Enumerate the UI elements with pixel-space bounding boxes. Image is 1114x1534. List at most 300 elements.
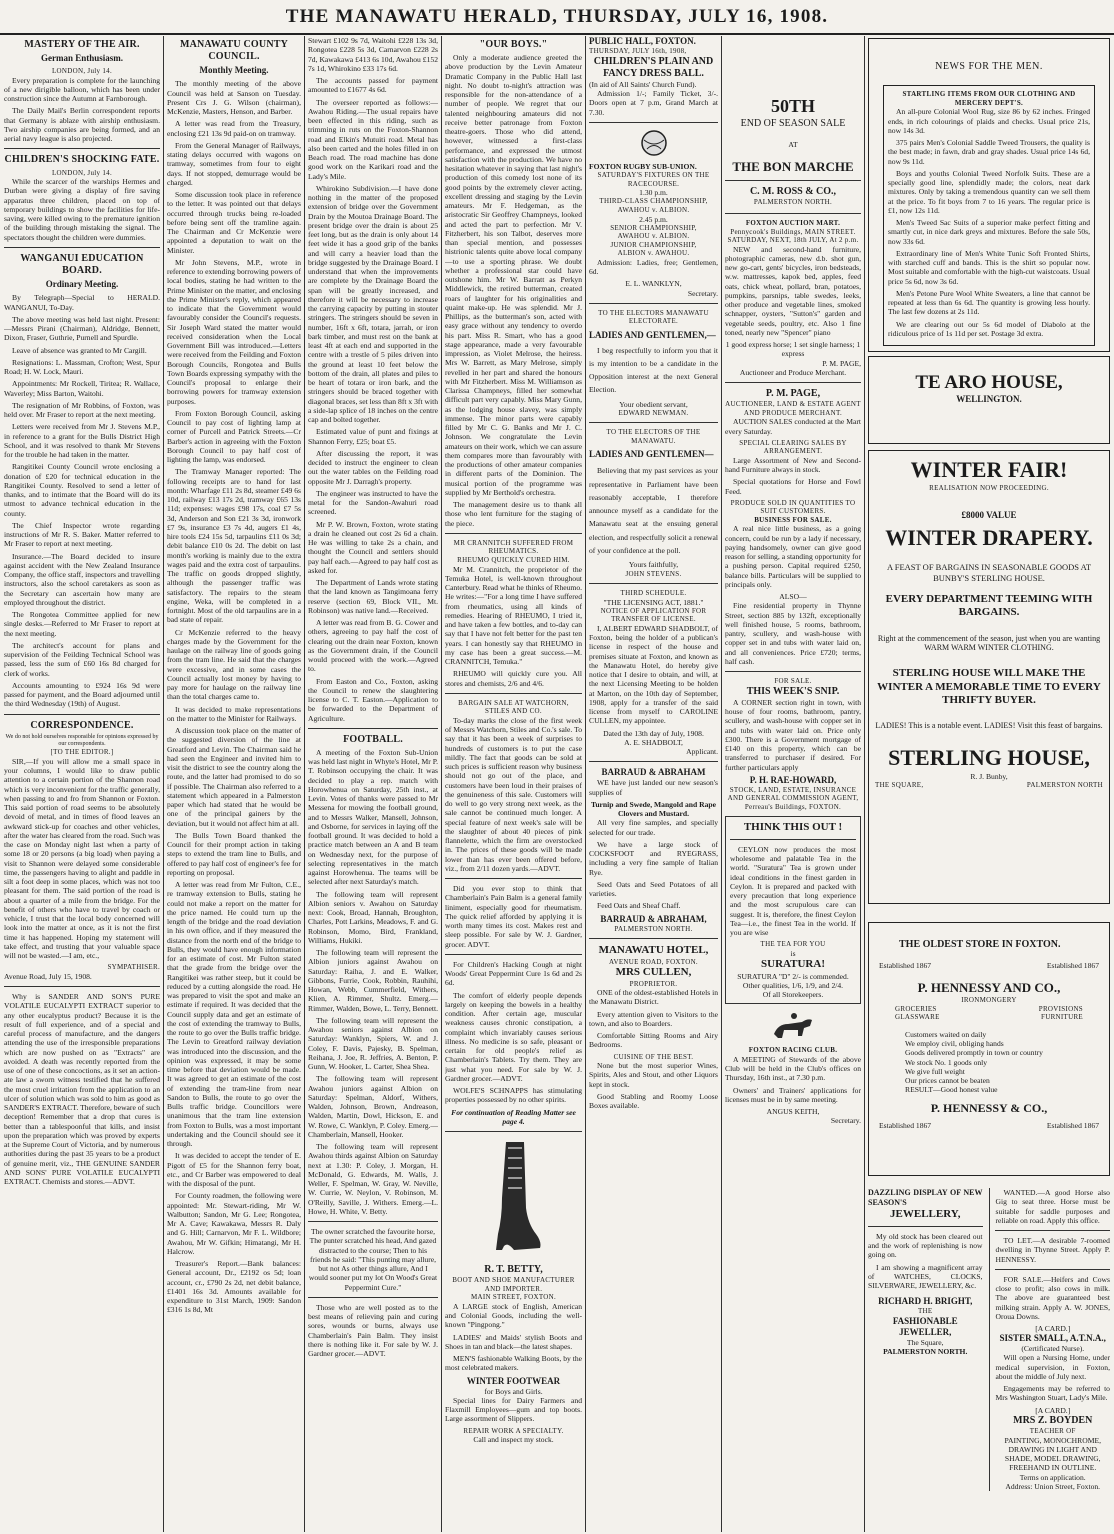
divider bbox=[725, 382, 861, 383]
auctioneer-name: P. M. PAGE, bbox=[822, 358, 861, 368]
advertisement-text: Every attention given to Visitors to the town, and also to Boarders. bbox=[589, 1009, 718, 1028]
established-label: Established 1867 bbox=[1046, 1121, 1099, 1131]
column-rule bbox=[441, 36, 442, 1532]
column-rule bbox=[721, 36, 722, 1532]
auctioneer-role: Auctioneer and Produce Merchant. bbox=[739, 367, 847, 377]
article-headline: CORRESPONDENCE. bbox=[30, 719, 134, 731]
paragraph: The Rongotea Committee applied for new single desks.—Referred to Mr Fraser to report at the next meeting. bbox=[4, 610, 160, 638]
letter-body: SIR,—If you will allow me a small space in your columns, I would like to draw public attention to a certain portion of the Shannon road which is very inconvenient for the traffic generally, when passing to and fro from Shannon or Foxton. This said portion of road seems to be absolutely devoid of metal, and in times of flood leaves an awkward stick-up for coaches and other vehicles, after the water has cleared from the road. Such was the case on Monday night last when a party of some 18 or 20 persons (a big load) when paying a visit to Shannon were delayed some considerable time, the passengers having to alight and paddle in silt a foot deep in some places, which was not too pleasant for them. The said portion of the road is about a quarter of a mile from the bridge. For the benefit of others who have to travel by coach or vehicle, I trust that the local body concerned will look into the matter at once, as it is not the first time it has happened. Hoping my statement will take effect, and trusting that your valuable space will not be wasted.—I am, etc., bbox=[4, 756, 160, 961]
advertisement-text: Will open a Nursing Home, under medical supervision, in Foxton, about the middle of July next. bbox=[995, 1353, 1110, 1381]
notice-name: JOHN STEVENS. bbox=[625, 569, 682, 578]
paragraph: Rangitikei County Council wrote enclosing a donation of £20 for technical education in the Rangitikei County. Resolved to send a letter of thanks, and to intimate that the Board will do its utmost to advance technical education in the county. bbox=[4, 462, 160, 518]
notice-text: I beg respectfully to inform you that it is my intention to be a candidate in the Opposition interest at the next General Election. bbox=[589, 345, 718, 394]
advertisement-text: is bbox=[790, 948, 796, 958]
advertisement-text: Did you ever stop to think that Chamberlain's Pain Balm is a general family liniment, especially good for rheumatism. The quick relief afforded by applying it is worth many times its cost. Makes rest and sleep possible. For sale by W. J. Gardner, grocer. ADVT. bbox=[445, 884, 582, 949]
divider bbox=[589, 761, 718, 762]
paragraph: For County roadmen, the following were appointed: Mr. Stewart-riding, Mr W. Walbutton; Sandon, Mr G. Lee; Rongotea, Mr A. Cave; Kawakawa, Messrs R. Daly and G. Hill; Carnarvon, Mr F. L. Wildbore; Awahou, Mr W. Gifkin; Himatangi, Mr H. Halcrow. bbox=[167, 1191, 301, 1256]
masthead-rule bbox=[0, 33, 1114, 35]
article-headline: FOOTBALL. bbox=[343, 733, 403, 745]
advertisement-text: ONE of the oldest-established Hotels in the Manawatu District. bbox=[589, 988, 718, 1007]
paragraph: Letters were received from Mr J. Stevens M.P., in reference to a grant for the Bulls District High School, and it was resolved to thank Mr Stevens for the trouble he had taken in the matter. bbox=[4, 422, 160, 459]
match-teams: ALBION v. AWAHOU. bbox=[617, 249, 690, 258]
advertisement-headline: PUBLIC HALL, FOXTON. bbox=[589, 36, 696, 46]
teacher-label: TEACHER OF bbox=[1029, 1427, 1076, 1436]
divider bbox=[445, 878, 582, 879]
advertisement-headline: BUSINESS FOR SALE. bbox=[754, 515, 832, 524]
signature: E. L. WANKLYN, bbox=[625, 279, 682, 289]
paragraph: Stewart £102 9s 7d, Waitohi £228 13s 3d, Rongotea £228 5s 3d, Carnarvon £228 2s 7d, Kawakawa £413 6s 10d, Awahou £152 7s 1d, Whirokino £33 17s 6d. bbox=[308, 36, 438, 73]
letter-signature: SYMPATHISER. bbox=[107, 963, 160, 972]
advertisement-headline: FOXTON RUGBY SUB-UNION. bbox=[589, 161, 697, 171]
column-rule bbox=[864, 36, 865, 1532]
notice-text: Believing that my past services as your representative in Parliament have been reasonably acceptable, I therefore announce myself as a candidate for the Manawatu seat at the ensuing general election, and respectfully solicit a renewal of your confidence at the poll. bbox=[589, 466, 718, 556]
advertisement-headline: FOXTON RACING CLUB. bbox=[748, 1046, 838, 1055]
store-name: STERLING HOUSE, bbox=[888, 745, 1090, 771]
notice-greeting: LADIES AND GENTLEMEN,— bbox=[589, 329, 716, 340]
divider bbox=[4, 148, 160, 149]
paragraph: Cr McKenzie referred to the heavy charges made by the Government for the haulage on the railway line of goods going from the tram line. He said that the charges were excessive, and in some cases the Council actually lost money by having to pay more for haulage on the railway line than the total charges came to. bbox=[167, 627, 301, 702]
column-rule bbox=[585, 36, 586, 1532]
article-subhead: Ordinary Meeting. bbox=[45, 279, 119, 290]
advertisement-text: Special lines for Dairy Farmers and Flaxmill Employees—gum and top boots. Large assortment of Slippers. bbox=[445, 1395, 582, 1424]
business-trade: AUCTIONEER, LAND & ESTATE AGENT AND PRODUCE MERCHANT. bbox=[725, 400, 861, 417]
advertisement-headline: NEWS FOR THE MEN. bbox=[935, 61, 1043, 72]
advertisement-text: CEYLON now produces the most wholesome and palatable Tea in the world. "Suratura" Tea is grown under ideal conditions in the finest garden in Ceylon. It is prepared and packed with every precaution that long experience and the most scrupulous care can suggest. It is, therefore, the finest Ceylon Tea—i.e., the finest Tea in the world. If you are wise bbox=[730, 844, 856, 938]
notice-role: Applicant. bbox=[686, 747, 718, 757]
paragraph: It was decided to accept the tender of E. Pigott of £5 for the Shannon ferry boat, etc., and Cr Barber was empowered to deal with the disposal of the punt. bbox=[167, 1151, 301, 1189]
advertisement-headline: THINK THIS OUT ! bbox=[743, 820, 843, 833]
column-1 bbox=[4, 36, 160, 1532]
boot-illustration bbox=[484, 1138, 544, 1258]
advertisement-verse: The owner scratched the favourite horse, The punter scratched his head, And gazed distracted to the course; Then to his friends he said: "This punting may allure, but not As other things allure, And I would sooner put my lot On Wood's Great Peppermint Cure." bbox=[308, 1227, 438, 1292]
advertisement-text: Of all Storekeepers. bbox=[762, 990, 824, 1000]
advertisement-text: Mr M. Crannitch, the proprietor of the Temuka Hotel, is well-known throughout Canterbury. Read what he thinks of Rheumo. He writes:—"For a long time I have suffered from rheumatics, using all kinds of remedies. Hearing of RHEUMO, I tried it, and have taken a few bottles, and to-day can say that I have not felt better for the past ten years. I can honestly say that RHEUMO in my case has been a great success.—M. CRANNITCH, Temuka." bbox=[445, 564, 582, 667]
advertisement-text: Those who are well posted as to the best means of relieving pain and curing sores, wounds or burns, always use Chamberlain's Pain Balm. They insist there is nothing like it. For sale by W. J. Gardner grocer.—ADVT. bbox=[308, 1302, 438, 1359]
advertisement-text: We are clearing out our 5s 6d model of Diabolo at the ridiculous price of 1s 11d per set. Postage 3d extra. bbox=[888, 319, 1090, 338]
notice-name: EDWARD NEWMAN. bbox=[618, 408, 689, 417]
jeweller-the: THE bbox=[917, 1307, 933, 1316]
advertisement-text: Call and inspect my stock. bbox=[473, 1435, 554, 1445]
notice-text: I, ALBERT EDWARD SHADBOLT, of Foxton, being the holder of a publican's license in respect of the house and premises situate at Foxton, and known as the Manawatu Hotel, do hereby give notice that I desire to obtain, and will, at the next Licensing Meeting to be holden at Marton, on the 10th day of September, 1908, apply for a transfer of the said license from myself to CAROLINE CULLEN, my appointee. bbox=[589, 623, 718, 726]
advertisement-items: 1 good express horse; 1 set single harness; 1 express bbox=[725, 340, 861, 359]
te-aro-house bbox=[868, 356, 1110, 444]
notice-title: NOTICE OF APPLICATION FOR TRANSFER OF LICENSE. bbox=[600, 606, 707, 624]
te-aro-advertisement bbox=[868, 38, 1110, 352]
advertisement-text: Large Assortment of New and Second-hand Furniture always in stock. bbox=[725, 455, 861, 475]
advertisement-text: NEW and second-hand furniture, photographic cameras, new d.b. shot gun, new go-cart, gents' bicycles, iron bedsteads, w.w. mattresses, kapok bed, apples, feed oats, chick wheat, pollard, bran, potatoes, pumpkins, parsnips, table swedes, leeks, other produce and vegetable lines, smoked schnapper, oysters, "Sutton's" garden and vegetable seeds, poultry, etc. Also 1 fine toned, nearly new "Spencer" piano bbox=[725, 244, 861, 337]
match-teams: AWAHOU v. ALBION. bbox=[617, 232, 690, 241]
paragraph: While the scarcer of the warships Hermes and Durban were giving a display of fire saving apparatus three children, placed on top of temporary buildings to show the facilities for life-saving, were killed owing to the premature ignition of the building through mistaking the signal. The spectators thought the children were dummies. bbox=[4, 177, 160, 242]
football-icon bbox=[639, 128, 669, 158]
teacher-subjects: PAINTING, MONOCHROME, DRAWING IN LIGHT AND SHADE, MODEL DRAWING, FREEHAND IN OUTLINE. bbox=[1004, 1435, 1101, 1473]
paragraph: The overseer reported as follows:—Awahou Riding.—The usual repairs have been effected in this riding, such as trimming in ruts on the Foxton-Shannon road and Elkin's Mutuiti road. Metal has also been carted and the holes filled in on Beach road. The road machine has done good work on the Karikari road and the Lady's Mile. bbox=[308, 97, 438, 181]
divider bbox=[308, 1221, 438, 1222]
paragraph: A letter was read from Mr Fulton, C.E., re tramway extension to Bulls, stating he could not make a report on the matter for the price named. He could turn up the length of the bridge and the road deviation in his own office, and if they measured the distance from the north end of the bridge to Bulls, they would have enough information for an estimate of cost. Mr Fulton stated that the grade from the bridge over the Rangitikei was rather steep, but it could be reduced by a cutting alongside the road. He was prepared to visit the spot and make an estimate if required. It was decided that the Council supply data and get an estimate of the cost of extending the tramway to Bulls, the route to go over the Bulls traffic bridge. The Levin to Greatford railway deviation was introduced into the discussion, and the opinion was expressed, it may be some time before that deviation would be made. It was agreed to get an estimate of the cost of extending the tram-line from near Sandon to Bulls, the route to go over the Bulls traffic bridge. Councillors were unanimous that the tram line extension from Foxton to Bulls, was a most important undertaking and the Council should see it through. bbox=[167, 880, 301, 1149]
jeweller-advertisement bbox=[868, 1188, 983, 1491]
secretary-name: ANGUS KEITH, bbox=[766, 1107, 820, 1117]
jeweller-town: PALMERSTON NORTH. bbox=[883, 1347, 968, 1357]
advertisement-text: Extraordinary line of Men's White Tunic Soft Fronted Shirts, with starched cuff and bands. This is the shirt so popular now. Most suitable and comfortable with the high-cut waistcoats. Usual price 5s 6d, now 3s 6d. bbox=[888, 248, 1090, 286]
advertisement-text: Right at the commencement of the season, just when you are wanting WARM WARM WINTER CLOTHING. bbox=[877, 633, 1101, 653]
sale-at: AT bbox=[788, 140, 798, 150]
firm-name: C. M. ROSS & CO., bbox=[749, 186, 837, 198]
store-name: TE ARO HOUSE, bbox=[915, 372, 1063, 393]
divider bbox=[4, 986, 160, 987]
advertisement-text: Men's Tweed Sac Suits of a superior make perfect fitting and smartly cut, in nice dark greys and mixtures. Before the sale 50s, now 33s 6d. bbox=[888, 218, 1090, 246]
advertisement-text: Engagements may be referred to Mrs Washington Stuart, Lady's Mile. bbox=[995, 1384, 1110, 1403]
advertisement-subhead: STARTLING ITEMS FROM OUR CLOTHING AND MERCERY DEPT'S. bbox=[902, 90, 1076, 107]
advertisement-headline: THE OLDEST STORE IN FOXTON. bbox=[899, 939, 1061, 950]
teacher-address: Address: Union Street, Foxton. bbox=[1005, 1481, 1101, 1491]
divider bbox=[308, 728, 438, 729]
advertisement-headline: WINTER FOOTWEAR bbox=[466, 1375, 561, 1386]
advertisement-text: I am showing a magnificent array of WATCHES, CLOCKS, SILVERWARE, JEWELLERY, &c. bbox=[868, 1262, 983, 1291]
paragraph: Some discussion took place in reference to the letter. It was pointed out that delays occurred through trucks being re-loaded before being sent off the tramline again. The Chairman and Cr McKenzie were appointed a deputation to wait on the Minister. bbox=[167, 190, 301, 255]
notice-act: "THE LICENSING ACT, 1881." bbox=[603, 597, 704, 607]
advertisement-headline: FOR SALE. bbox=[774, 677, 812, 686]
tea-advertisement bbox=[725, 816, 861, 1005]
advertisement-text: RESULT—Good honest value bbox=[905, 1085, 998, 1095]
advertisement-text: We stock No. 1 goods only bbox=[905, 1057, 988, 1067]
advertisement-text: We give full weight bbox=[905, 1066, 965, 1076]
jeweller-square: The Square, bbox=[906, 1337, 944, 1347]
dateline: LONDON, July 14. bbox=[51, 67, 113, 76]
advertisement-text: Our prices cannot be beaten bbox=[905, 1076, 990, 1086]
advertisement-text: AUCTION SALES conducted at the Mart every Saturday. bbox=[725, 417, 861, 436]
notice-headline: THIRD SCHEDULE. bbox=[620, 589, 687, 598]
advertisement-subhead: REALISATION NOW PROCEEDING. bbox=[929, 483, 1049, 492]
paragraph: The accounts passed for payment amounted to £1677 4s 6d. bbox=[308, 76, 438, 95]
teacher-name: MRS Z. BOYDEN bbox=[1013, 1414, 1093, 1426]
column-rule bbox=[304, 36, 305, 1532]
firm-town: PALMERSTON NORTH. bbox=[753, 198, 833, 207]
paragraph: Accounts amounting to £924 16s 9d were passed for payment, and the Board adjourned until the third Wednesday (19th) of August. bbox=[4, 680, 160, 709]
advertisement-text: A CORNER section right in town, with house of four rooms, bathroom, pantry, scullery, and wash-house with copper set in and tubs with water laid on. Price only £300. There is a Government mortgage of £140 on this property, which can be transferred to purchaser if desired. For further particulars apply bbox=[725, 697, 861, 772]
divider bbox=[445, 954, 582, 955]
paragraph: Leave of absence was granted to Mr Cargill. bbox=[12, 345, 147, 355]
paragraph: By Telegraph—Special to HERALD. WANGANUI, To-Day. bbox=[4, 293, 160, 312]
product-line: FURNITURE bbox=[1041, 1013, 1083, 1022]
business-name: P. HENNESSY AND CO., bbox=[917, 980, 1061, 996]
advertisement-text: 375 pairs Men's Colonial Saddle Tweed Trousers, the quality is the best made; in fawn, drab and gray shades. Usual price 14s 6d, now 9s 11d. bbox=[888, 138, 1090, 166]
divider bbox=[995, 1269, 1110, 1270]
nurse-name: SISTER SMALL, A.T.N.A., bbox=[999, 1333, 1106, 1344]
article-headline: MANAWATU COUNTY COUNCIL. bbox=[179, 39, 289, 63]
sale-number: 50TH bbox=[770, 96, 815, 116]
match-time: 2.45 p.m. bbox=[639, 214, 668, 224]
notice-greeting: LADIES AND GENTLEMEN— bbox=[589, 449, 714, 460]
divider bbox=[995, 1230, 1110, 1231]
paragraph: Mr John Stevens, M.P., wrote in reference to extending borrowing powers of local bodies, stating he had written to the Prime Minister on the matter, and enclosing the Prime Minister's reply, which appeared to indicate that the Government would favourably consider the Council's requests. Sir Joseph Ward stated the matter would received consideration when the Local Government Bill was introduced.—Letters were received from the Feilding and Foxton Borough Councils, Rongotea and Bulls Town Boards expressing sympathy with the Council's proposal to enlarge their borrowing powers for tramway extension purposes. bbox=[167, 257, 301, 406]
product-line: GROCERIES bbox=[895, 1004, 937, 1013]
editor-note: We do not hold ourselves responsible for opinions expressed by our correspondents. bbox=[5, 733, 159, 747]
advertisement-text: CUISINE OF THE BEST. bbox=[613, 1052, 694, 1061]
advertisement-text: A real nice little business, as a going concern, could be run by a lady if necessary, paying handsomely, owner can give good reason for selling, a standing opportunity for a pushing person. Capital required £250, balance bills. Particulars will be supplied to principals only. bbox=[725, 524, 861, 589]
business-trade: BOOT AND SHOE MANUFACTURER AND IMPORTER. bbox=[452, 1276, 575, 1293]
store-name: THE BON MARCHE bbox=[732, 159, 854, 175]
advertisement-text: An all-pure Colonial Wool Rug, size 86 by 62 inches. Fringed ends, in rich colourings of plaids and checks. Usual price 21s, now 14s 3d. bbox=[888, 107, 1090, 135]
article-headline: "OUR BOYS." bbox=[479, 39, 548, 50]
divider bbox=[725, 180, 861, 181]
advertisement-headline: MR CRANNITCH SUFFERED FROM RHEUMATICS. bbox=[453, 538, 574, 556]
paragraph: The engineer was instructed to have the metal for the Sandon-Awahuri road screened. bbox=[308, 488, 438, 517]
advertisement-text: SPECIAL CLEARING SALES BY ARRANGEMENT. bbox=[739, 438, 847, 456]
advertisement-place: Pennycook's Buildings, MAIN STREET. bbox=[730, 227, 856, 236]
classified-ad: TO LET.—A desirable 7-roomed dwelling in Thynne Street. Apply P. HENNESSY. bbox=[995, 1236, 1110, 1264]
advertisement-text: Why is SANDER AND SON'S PURE VOLATILE EUCALYPTI EXTRACT superior to any other eucalyptus product? Because it is the result of full experience, and of a special and careful process of manufacture, and the dangers attending the use of the irresponsible preparations which are now pushed on as "Extracts" are avoided. A death was recently reported from the use of one of these concoctions, as it set an action-ate law a sworn witness testified that he suffered the most cruel irritation from the application to an ulcer of solution which was sold to him as good as SANDER'S EXTRACT. Therefore, beware of such deception! Remember that a drop that cures is better than a tablespoonful that kills, and insist upon the preparation which was proved by experts at the Supreme Court of Victoria, and by numerous authorities during the past 35 years to be a product of genuine merit, viz., THE GENUINE SANDER AND SONS' PURE VOLATILE EUCALYPTI EXTRACT. Chemists and stores.—ADVT. bbox=[4, 992, 160, 1187]
notice-headline: TO THE ELECTORS MANAWATU ELECTORATE. bbox=[598, 308, 709, 326]
paragraph: From the General Manager of Railways, stating delays occurred with wagons on tramway, sometimes from four to eight days. If not stopped, demurrage would be charged. bbox=[167, 140, 301, 187]
advertisement-text: A LARGE stock of English, American and Colonial Goods, including the well-known "Pingpong." bbox=[445, 1301, 582, 1330]
advertisement-text: Boys and youths Colonial Tweed Norfolk Suits. These are a specially good line, splendidly made; the colors, neat dark mixtures. Only by taking a tremendous quantity can we sell them at the price. To fit boys from 7 to 16 years. The regular price is £1, now 12s 11d. bbox=[888, 168, 1090, 215]
advertisement-text: STERLING HOUSE WILL MAKE THE WINTER A MEMORABLE TIME TO EVERY THRIFTY BUYER. bbox=[877, 667, 1101, 706]
advertisement-text: Comfortable Sitting Rooms and Airy Bedrooms. bbox=[589, 1031, 718, 1050]
advertisement-text: For Children's Hacking Cough at night Woods' Great Peppermint Cure 1s 6d and 2s 6d. bbox=[445, 959, 582, 988]
advertisement-text: REPAIR WORK A SPECIALTY. bbox=[463, 1426, 564, 1435]
jeweller-role: FASHIONABLE JEWELLER, bbox=[892, 1315, 958, 1337]
advertisement-headline: FOXTON AUCTION MART. bbox=[745, 218, 841, 227]
jeweller-name: RICHARD H. BRIGHT, bbox=[878, 1296, 973, 1307]
advertisement-headline: DAZZLING DISPLAY OF NEW SEASON'S bbox=[868, 1188, 983, 1207]
agent-trade: STOCK, LAND, ESTATE, INSURANCE AND GENERAL COMMISSION AGENT, bbox=[727, 785, 859, 803]
advertisement-headline: WINTER FAIR! bbox=[910, 457, 1068, 482]
advertisement-text: LADIES' and Maids' stylish Boots and Shoes in tan and black—the latest shapes. bbox=[445, 1332, 582, 1351]
store-owner: R. J. Bunby, bbox=[970, 771, 1008, 781]
established-label: Established 1867 bbox=[879, 961, 932, 971]
advertisement-text: All very fine samples, and specially selected for our trade. bbox=[589, 818, 718, 837]
paragraph: Mr P. W. Brown, Foxton, wrote stating a drain he cleaned out cost 2s 6d a chain. He was willing to take 2s a chain, and thought the Council and settlers should pay half each.—Agreed to pay half cost as asked for. bbox=[308, 519, 438, 575]
signature-role: Secretary. bbox=[687, 288, 718, 298]
business-name: BARRAUD & ABRAHAM, bbox=[600, 913, 707, 924]
column-4 bbox=[445, 36, 582, 1532]
divider bbox=[589, 938, 718, 939]
agent-name: P. H. RAE-HOWARD, bbox=[749, 774, 837, 785]
advertisement-subhead: THIS WEEK'S SNIP. bbox=[746, 685, 840, 697]
store-town: WELLINGTON. bbox=[956, 394, 1022, 405]
divider bbox=[868, 1226, 983, 1227]
divider bbox=[308, 1297, 438, 1298]
advertisement-text: Special quotations for Horse and Fowl Feed. bbox=[725, 477, 861, 496]
article-headline: CHILDREN'S SHOCKING FATE. bbox=[4, 154, 160, 166]
article-subhead: Monthly Meeting. bbox=[199, 65, 269, 76]
business-address: AVENUE ROAD, FOXTON. bbox=[609, 957, 698, 966]
paragraph: The resignation of Mr Robbins, of Foxton, was held over. Mr Fraser to report at the next meeting. bbox=[4, 400, 160, 419]
winter-fair-advertisement bbox=[868, 450, 1110, 904]
paragraph: Insurance.—The Board decided to insure against accident with the New Zealand Insurance Company, the office staff, inspectors and travelling instructors, also the school caretakers as soon as the Secretary can ascertain how many are employed throughout the district. bbox=[4, 551, 160, 607]
divider bbox=[4, 714, 160, 715]
classified-ad: FOR SALE.—Heifers and Cows close to profit; also cows in milk. The above are guaranteed best milking strain. Apply A. W. JONES, Oroua Downs. bbox=[995, 1274, 1110, 1321]
classifieds bbox=[995, 1188, 1110, 1491]
business-address: PALMERSTON NORTH. bbox=[614, 924, 693, 933]
paragraph: A letter was read from B. G. Cower and others, agreeing to pay half the cost of clearing out the drain near Foxton, known as the Government drain, if the Council would proceed with the work.—Agreed to. bbox=[308, 618, 438, 674]
column-5 bbox=[589, 36, 718, 1532]
advertisement-text: WE have just landed our new season's supplies of bbox=[589, 778, 718, 797]
paragraph: The Chief Inspector wrote regarding instructions of Mr R. S. Baker. Matter referred to Mr Fraser to report at next meeting. bbox=[4, 520, 160, 549]
classified-ad: WANTED.—A good Horse also Gig to seat three. Horse must be suitable for saddle purposes and reliable on road. Apply this office. bbox=[995, 1188, 1110, 1225]
paragraph: A discussion took place on the matter of the suggested diversion of the line at Greatford and Levin. The Chairman said he had seen the Engineer and invited him to visit the district to see the country along the route, and the latter had promised to do so if possible. The Chairman also referred to a statement which appeared in a Palmerston paper which had stated that he would be one of the principal gainers by the deviation, but it would not affect him at all. bbox=[167, 726, 301, 828]
card-label: [A CARD.] bbox=[1035, 1405, 1071, 1415]
product-line: IRONMONGERY bbox=[961, 996, 1017, 1005]
product-line: PROVISIONS bbox=[1038, 1004, 1083, 1013]
business-name: BARRAUD & ABRAHAM bbox=[601, 767, 706, 778]
advertisement-text: WOLFE'S SCHNAPPS has stimulating properties possessed by no other spirits. bbox=[445, 1086, 582, 1105]
advertisement-subhead: SATURDAY'S FIXTURES ON THE RACECOURSE. bbox=[597, 171, 710, 188]
agent-address: Perreau's Buildings, FOXTON. bbox=[744, 802, 842, 811]
divider bbox=[730, 839, 856, 840]
paragraph: The monthly meeting of the above Council was held at Sanson on Tuesday. Present Crs J. G. Wilson (chairman), McKenzie, Masters, Henson, and Barber. bbox=[167, 79, 301, 117]
advertisement-headline: WINTER DRAPERY. bbox=[885, 525, 1093, 551]
advertisement-text: LADIES! This is a notable event. LADIES! Visit this feast of bargains. bbox=[875, 721, 1103, 731]
paragraph: From Foxton Borough Council, asking Council to pay cost of lighting lamp at corner of Purcell and Patrick Streets.—Cr Barber's action in agreeing with the Foxton Borough Council to pay half cost of lighting the lamp, was endorsed. bbox=[167, 408, 301, 465]
match-name: SENIOR CHAMPIONSHIP, bbox=[610, 223, 697, 232]
proprietor-role: PROPRIETOR. bbox=[629, 979, 678, 988]
advertisement-subhead: for Boys and Girls. bbox=[484, 1386, 543, 1396]
event-date: THURSDAY, JULY 16th, 1908, bbox=[589, 46, 687, 55]
paragraph: Resignations: L. Massman, Crofton; West, Spur Road; H. W. Lock, Mauri. bbox=[4, 357, 160, 376]
business-name: R. T. BETTY, bbox=[484, 1264, 543, 1276]
paragraph: The Department of Lands wrote stating that the land known as Tangimoana ferry reserve (section 69, Block VII., Mt. Robinson) was native land.—Received. bbox=[308, 578, 438, 615]
proprietor-name: MRS CULLEN, bbox=[615, 966, 692, 979]
secretary-role: Secretary. bbox=[830, 1116, 861, 1126]
paragraph: The architect's account for plans and supervision of the Feilding Technical School was passed, less the sum of £60 16s 8d charged for clerk of works. bbox=[4, 640, 160, 678]
notice-headline: TO THE ELECTORS OF THE MANAWATU. bbox=[606, 428, 701, 445]
advertisement-text: Other qualities, 1/6, 1/9, and 2/4. bbox=[742, 980, 844, 990]
nurse-cert: (Certificated Nurse). bbox=[1021, 1344, 1085, 1354]
horse-rider-icon bbox=[768, 1008, 818, 1042]
business-name: MANAWATU HOTEL, bbox=[598, 944, 709, 957]
paragraph: It was decided to make representations on the matter to the Minister for Railways. bbox=[167, 704, 301, 723]
paragraph: Only a moderate audience greeted the above production by the Levin Amateur Dramatic Company in the Public Hall last night. No doubt to-night's attraction was responsible for the non-attendance of a number of people. We regret that our talented neighbouring amateurs did not receive better patronage from Foxton theatre-goers. Those who did attend, however, witnessed a first-class performance, and expressed the utmost satisfaction with the production. We have no hesitation whatever in saying that last night's production of this comedy lost none of its good points by the extremely clever acting, excellent dressing and staging by the Levin amateurs. Mr F. Hedgeman, as the aristocratic Sir Geoffrey Champneys, looked and acted the part to perfection. Mr V. Fitzherbert, his son Talbot, deserves more than special mention, and possesses histrionic talents quite above local company—to use a sporting phrase. We doubt whether a professional star could have outshone him. Mr W. Barratt as Perkyn Middlewick, the retired butterman, created roars of laughter for his originalities and quaint make-up. He was splendid. Mr J. Phillips, as the butterman's son, acted with easy grace without any tendency to overdo his part. Miss R. Smart, who has a good stage appearance, made a very favourable impression, as Violet Melrose, the heiress. Mrs W. Barrett, as Mary Melrose, simply revelled in her part and shared the honours with Mr Fitzherbert. Miss M. Williamson as Clarissa Champneys, filled her somewhat difficult part very capably. Miss Mary Gunn, as the lodging house slavey, was simply immense. The minor parts were capably filled by Mr C. G. Banks and Mr J. C. Johnson. We congratulate the Levin amateurs on their work, which we can assure them compares more than favourably with the productions of other amateur companies in different parts of the Dominion. The musical portion of the programme was supplied by Mr Berthold's orchestra. bbox=[445, 53, 582, 497]
article-subhead: German Enthusiasm. bbox=[40, 53, 123, 64]
column-rule bbox=[163, 36, 164, 1532]
event-title: CHILDREN'S PLAIN AND FANCY DRESS BALL. bbox=[593, 55, 714, 79]
advertisement-text: Good Stabling and Roomy Loose Boxes available. bbox=[589, 1091, 718, 1111]
paragraph: The Bulls Town Board thanked the Council for their prompt action in taking steps to extend the tram line to Bulls, and offered to pay half cost of engineer's fee for reporting on proposal. bbox=[167, 830, 301, 877]
store-square: THE SQUARE, bbox=[875, 781, 924, 790]
divider bbox=[725, 671, 861, 672]
divider bbox=[589, 303, 718, 304]
paragraph: Every preparation is complete for the launching of a new dirigible balloon, which has been under construction since the Autumn at Farnborough. bbox=[4, 75, 160, 104]
notice-name: A. E. SHADBOLT, bbox=[624, 737, 683, 747]
paragraph: The above meeting was held last night. Present:—Messrs Pirani (Chairman), Aldridge, Bennett, Dixon, Fraser, Guthrie, Purnell and Spurdle. bbox=[4, 314, 160, 343]
paragraph: The following team will represent Awahou thirds against Albion on Saturday next at 1.30: P. Coley, J. Morgan, H. McDonald, G. Edwards, M. Walls, J. Weller, F. Spelman, W. Gray, W. Neville, W. Currie, W. Neylon, V. Robinson, M. O'Reilly, Saville, J. Withers. Emerg.—L. Howe, H. White, V. Betty. bbox=[308, 1142, 438, 1216]
advertisement-text: MEN'S fashionable Walking Boots, by the most celebrated makers. bbox=[445, 1354, 582, 1373]
notice-close: Your obedient servant, bbox=[619, 399, 688, 409]
paragraph: The management desire us to thank all those who lent furniture for the staging of the piece. bbox=[445, 500, 582, 528]
column-7 bbox=[868, 36, 1110, 1532]
paragraph: After discussing the report, it was decided to instruct the engineer to clean out the water tables on the Feilding road opposite Mr J. Darragh's property. bbox=[308, 448, 438, 486]
advertisement-text: THE TEA FOR YOU bbox=[760, 940, 826, 949]
established-label: Established 1867 bbox=[1046, 961, 1099, 971]
divider bbox=[589, 122, 718, 123]
advertisement-text: To-day marks the close of the first week of Messrs Watchorn, Stiles and Co.'s sale. To say that it has been a week of surprises to hundreds of customers is to put the case mildly. The fact that goods can be sold at such prices is sufficient reason why business should not go out of the place, and customers have been loud in their praises of the genuineness of this sale. Customers will do well to go very strong next week, as the sale cannot be continued much longer. A special feature of next week's sale will be the slaughter of about 40 pieces of pink flannelette, which the firm are overstocked in. The prices of these goods will be made lower than has ever been offered before, viz., from 2/11 dozen yards.—ADVT. bbox=[445, 715, 582, 873]
card-label: [A CARD.] bbox=[1035, 1324, 1071, 1333]
paragraph: The following team will represent the Albion juniors against Awahou on Saturday: Raiha, J. and E. Walker, Gibbons, Furrie, Cook, Robbin, Rauhihi, Howan, Webb, Cummerfield, Withers, Klien, A. Rimmer, Shultz. Emerg.—Rimmer, Walden, Bowe, L. Terry, Bennett. bbox=[308, 948, 438, 1013]
paragraph: The following team will represent the Awahou seniors against Albion on Saturday: Wanklyn, Spiers, W. and J. Coley, F. Davis, Pajesky, B. Spelman, Reihana, J. Joe, R. Jeffries, A. Benton, P. Gunn, W. Hooker, L. Carter, Shea Shea. bbox=[308, 1015, 438, 1072]
divider bbox=[725, 213, 861, 214]
advertisement-subhead: RHEUMO QUICKLY CURED HIM. bbox=[457, 556, 570, 564]
match-time: 1.30 p.m. bbox=[639, 188, 668, 198]
advertisement-text: EVERY DEPARTMENT TEEMING WITH BARGAINS. bbox=[885, 592, 1093, 619]
notice-date: Dated the 13th day of July, 1908. bbox=[603, 728, 704, 738]
advertisement-date: SATURDAY, NEXT, 18th JULY, At 2 p.m. bbox=[727, 236, 859, 245]
divider bbox=[589, 583, 718, 584]
event-note: (In aid of All Saints' Church Fund). bbox=[589, 79, 697, 89]
paragraph: The following team will represent Albion seniors v. Awahou on Saturday next: Cook, Broad, Hannah, Broughton, Charles, Pott Larkins, Meadows, F. and G. Robinson, Momo, Bird, Frankland, Williams, Hukiki. bbox=[308, 889, 438, 945]
paragraph: The Tramway Manager reported: The following receipts are to hand for last month: Wharfage £11 2s 8d, steamer £49 6s 10d, railway £13 17s 2d, tramway £65 13s 11d; expenses: wages £98 17s, coal £7 5s 3d, Anderson and Son £21 3s 3d, ironwork £7 9s, insurance £3 7s 4d, augers £1 4s, hire tools £24 15s 5d, tarpaulins £11 0s 3d; debit balance £10 0s 2d. The debit on last month's working is mainly due to the extra wages paid and the extra cost of tarpaulins. The traffic on goods dropped slightly, although the passenger traffic was satisfactory. The repairs to the steam engine, Weka, will be completed in a fortnight. Most of the old tarpaulins are in a bad state of repair. bbox=[167, 467, 301, 625]
teacher-terms: Terms on application. bbox=[1019, 1472, 1086, 1482]
advertisement-headline: BARGAIN SALE AT WATCHORN, STILES AND CO. bbox=[458, 698, 569, 716]
paragraph: From Easton and Co., Foxton, asking the Council to renew the slaughtering license to C. T. Easton.—Application to be forwarded to the Department of Agriculture. bbox=[308, 676, 438, 723]
business-name: P. HENNESSY & CO., bbox=[930, 1100, 1048, 1115]
advertisement-subhead: JEWELLERY, bbox=[890, 1207, 961, 1220]
advertisement-text: None but the most superior Wines, Spirits, Ales and Stout, and other Liquors kept in stock. bbox=[589, 1061, 718, 1089]
divider bbox=[445, 693, 582, 694]
advertisement-text: Men's Petone Pure Wool White Sweaters, a line that cannot be repeated at less than 6s 6d. The quantity is growing less hourly. The last few dozens at 2s 11d. bbox=[888, 288, 1090, 317]
established-label: Established 1867 bbox=[879, 1121, 932, 1131]
advertisement-text: We employ civil, obliging hands bbox=[905, 1039, 1004, 1049]
notice-close: Yours faithfully, bbox=[628, 560, 679, 570]
advertisement-text: Owners' and Trainers' applications for licenses must be in by same meeting. bbox=[725, 1085, 861, 1104]
column-3 bbox=[308, 36, 438, 1532]
column-2 bbox=[167, 36, 301, 1532]
advertisement-text: My old stock has been cleared out and the work of replenishing is now going on. bbox=[868, 1231, 983, 1260]
advertisement-text: RHEUMO will quickly cure you. All stores and chemists, 2/6 and 4/6. bbox=[445, 669, 582, 688]
advertisement-items: Turnip and Swede, Mangold and Rape Clovers and Mustard. bbox=[590, 799, 717, 819]
paragraph: Appointments: Mr Rockell, Tiritea; R. Wallace, Waverley; Miss Barton, Waitohi. bbox=[4, 379, 160, 398]
paragraph: Treasurer's Report.—Bank balances: General account, Dr., £2192 os 5d; loan account, cr., £790 2s 2d, net debit balance, £1401 16s 3d. Amounts available for expenditure to 31st March, 1909: Sandon £316 1s 8d, Mt bbox=[167, 1259, 301, 1315]
column-6 bbox=[725, 36, 861, 1532]
advertisement-text: SURATURA "D" 2/- is commended. bbox=[737, 971, 849, 981]
advertisement-text: Fine residential property in Thynne Street, section 885 by 132ft, exceptionally well finished house, 5 rooms, bathroom, pantry, scullery, and wash-house with copper set in and tubs with water laid on, and all conveniences. Price £720; terms, half cash. bbox=[725, 601, 861, 666]
divider bbox=[445, 533, 582, 534]
product-line: GLASSWARE bbox=[895, 1013, 940, 1022]
sale-title: END OF SEASON SALE bbox=[740, 117, 846, 129]
match-teams: AWAHOU v. ALBION. bbox=[617, 205, 690, 214]
advertisement-text: PRODUCE SOLD IN QUANTITIES TO SUIT CUSTOMERS. bbox=[730, 498, 856, 516]
paragraph: The following team will represent Awahou juniors against Albion on Saturday: Spelman, Aldorf, Withers, Walden, Johnson, Brown, Andreason, Walden, Martin, Dowl, Hickson, E. and W. Rowe, C. Wanklyn, P. Coley. Emerg.— Chamberlain, Mansell, Hooker. bbox=[308, 1074, 438, 1139]
paragraph: A letter was read from the Treasury, enclosing £21 13s 9d paid-on on tramway. bbox=[167, 119, 301, 138]
business-name: P. M. PAGE, bbox=[765, 388, 821, 400]
paragraph: Estimated value of punt and fixings at Shannon Ferry, £25; boat £5. bbox=[308, 427, 438, 446]
advertisement-text: Seed Oats and Seed Potatoes of all varieties. bbox=[589, 879, 718, 899]
divider bbox=[4, 247, 160, 248]
match-name: THIRD-CLASS CHAMPIONSHIP, bbox=[599, 197, 708, 206]
event-admission: Admission 1/-; Family Ticket, 3/-. Doors open at 7 p.m, Grand March at 7.30. bbox=[589, 89, 718, 117]
advertisement-text: We have a large stock of COCKSFOOT and RYEGRASS, including a very fine sample of Italian Rye. bbox=[589, 839, 718, 877]
paragraph: Whirokino Subdivision.—I have done nothing in the matter of the proposed extension of bridge over the Government Drain by the Moutoa Drainage Board. The present bridge over the drain is about 25 feet long, but as the drain is only about 14 feet wide it has a good grip of the banks and will carry a heavier load than the bridge suggested by the Drainage Board. I understand that when the improvements are complete by the Drainage Board the span will be greatly increased, and therefore it will be necessary to increase the carrying capacity by putting in stouter stringers. The stringers should be seven in number, 16ft x 6ft, totara, jarrah, or iron bark timber, and must rest on the bank at least 4ft at each end and supported in the centre with a trestle of 5 piles driven into the ground at least 10 feet below the bottom of the drain, all plates and piles to be heart of totara or iron bark, and the stringers should be braced together with diagonal braces, set less than 8ft x 3ft with a side-lap splice of 18 inches on the centre cap and bolted together. bbox=[308, 183, 438, 424]
tea-brand: SURATURA! bbox=[761, 958, 825, 971]
advertisement-text: Feed Oats and Sheaf Chaff. bbox=[597, 901, 681, 911]
masthead: THE MANAWATU HERALD, THURSDAY, JULY 16, 1908. bbox=[285, 6, 829, 27]
advertisement-text: Customers waited on daily bbox=[905, 1029, 987, 1039]
business-address: MAIN STREET, FOXTON. bbox=[470, 1293, 557, 1302]
to-editor: [TO THE EDITOR.] bbox=[50, 748, 114, 757]
paragraph: A meeting of the Foxton Sub-Union was held last night in Whyte's Hotel, Mr P. T. Robinson occupying the chair. It was decided to play a rep. match with Horowhenua on Saturday, 25th inst., at Levin. Votes of thanks were passed to Mr Messena for mowing the football ground, and to Messrs Walker, Mansell, Johnson, and Osborne, for services in laying off the football ground. It was decided to hold a practice match between an A and B team on Wednesday next, for the purpose of selecting representatives in the match against Horowhenua. The teams will be selected after next Saturday's match. bbox=[308, 747, 438, 887]
continuation-note: For continuation of Reading Matter see page 4. bbox=[451, 1107, 576, 1126]
article-headline: MASTERY OF THE AIR. bbox=[24, 39, 140, 50]
letter-address: Avenue Road, July 15, 1908. bbox=[4, 971, 92, 981]
paragraph: The Daily Mail's Berlin correspondent reports that Germany is ablaze with airship enthusiasm. Two airship companies are being formed, and an aerial navy league is also projected. bbox=[4, 106, 160, 144]
divider bbox=[445, 1131, 582, 1132]
dateline: LONDON, July 14. bbox=[51, 168, 113, 177]
advertisement-text: A FEAST OF BARGAINS IN SEASONABLE GOODS AT BUNBY'S STERLING HOUSE. bbox=[886, 562, 1092, 583]
advertisement-text: ALSO— bbox=[779, 592, 807, 602]
advertisement-value: £8000 VALUE bbox=[961, 510, 1017, 521]
divider bbox=[589, 422, 718, 423]
store-town: PALMERSTON NORTH bbox=[1026, 781, 1103, 790]
admission: Admission: Ladies, free; Gentlemen, 6d. bbox=[589, 257, 718, 277]
